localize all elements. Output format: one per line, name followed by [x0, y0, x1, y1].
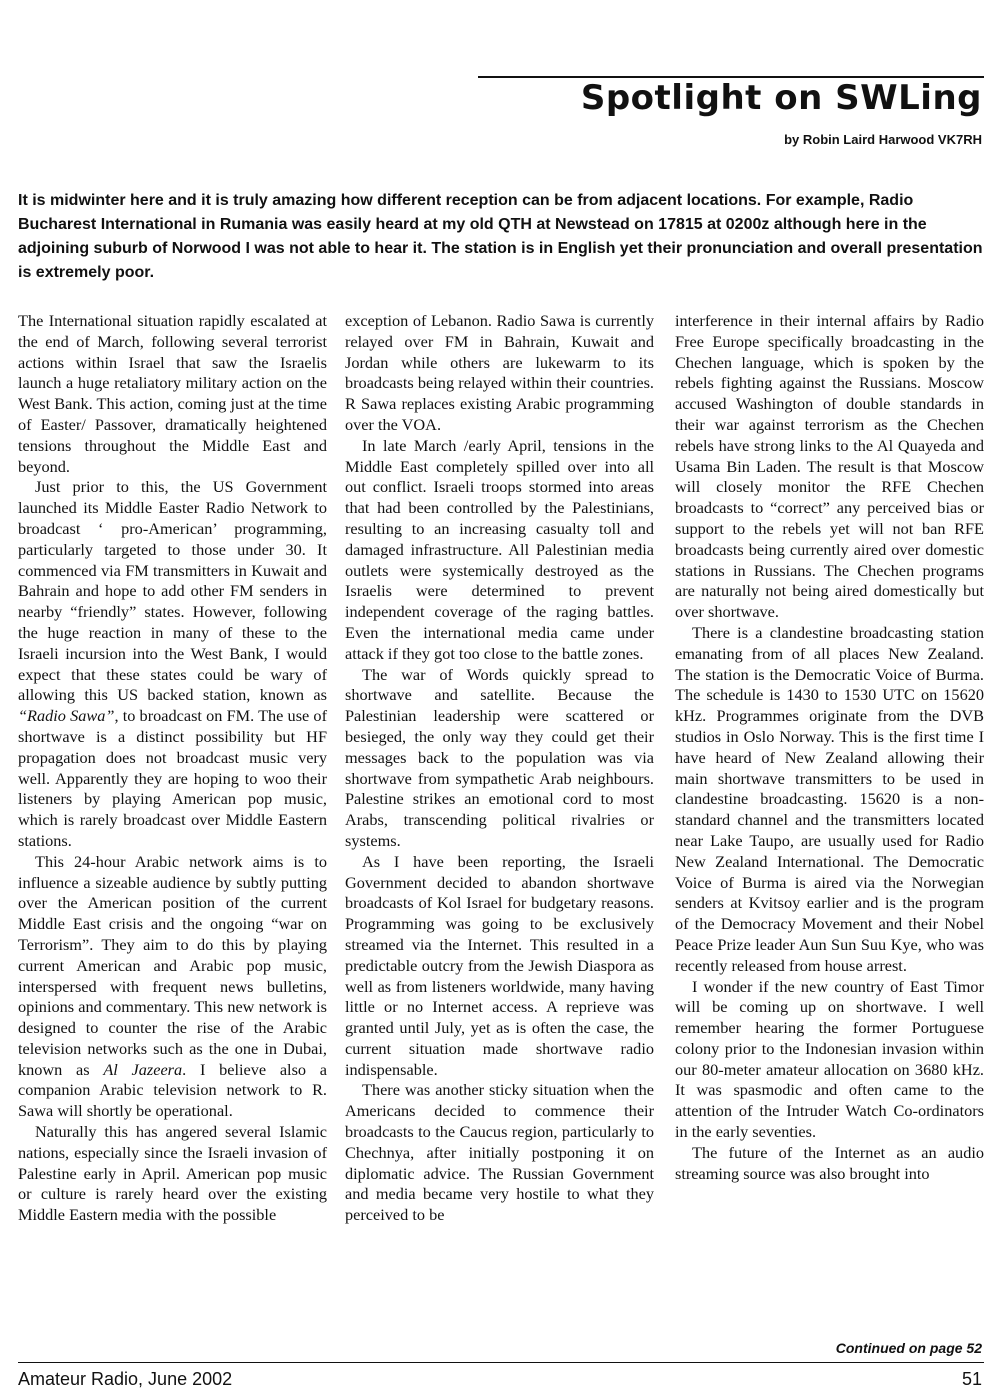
column-3: [675, 311, 984, 1184]
network-name: Al Jazeera: [103, 1059, 183, 1079]
paragraph: I wonder if the new country of East Timor will be coming up on shortwave. I well remember hearing the former Portuguese colony prior to the Indonesian invasion within our 80-meter amateur allocation on 3680 kHz. It was spasmodic and often came to the attention of the Intruder Watch Co-ordinators in the early seventies.: [675, 976, 984, 1142]
paragraph: This 24-hour Arabic network aims is to influence a sizeable audience by subtly putting over the American position of the current Middle East crisis and the ongoing “war on Terrorism”. They aim to do this by playing current American and Arabic pop music, interspersed with frequent news bulletins, opinions and commentary. This new network is designed to counter the rise of the Arabic television networks such as the one in Dubai, known as Al Jazeera. I believe also a companion Arabic television network to R. Sawa will shortly be operational.: [18, 851, 327, 1121]
footer-publication: Amateur Radio, June 2002: [18, 1369, 233, 1389]
article-intro: It is midwinter here and it is truly amazing how different reception can be from adjacent locations. For example, Radio Bucharest International in Rumania was easily heard at my old QTH at Newstead on 17815 at 0200z although here in the adjoining suburb of Norwood I was not able to hear it. The station is in English yet their pronunciation and overall presentation is extremely poor.: [18, 192, 983, 281]
paragraph: The future of the Internet as an audio streaming source was also brought into: [675, 1142, 984, 1183]
station-name: “Radio Sawa”: [18, 706, 115, 726]
paragraph: interference in their internal affairs by Radio Free Europe specifically broadcasting in the Chechen language, which is spoken by the rebels fighting against the Russians. Moscow accused Washington of double standards in their war against terrorism as the Chechen rebels have strong links to the Al Quayeda and Usama Bin Laden. The result is that Moscow will closely monitor the RFE Chechen broadcasts to “correct” any perceived bias or support to the rebels yet will not ban RFE broadcasts being currently aired over domestic stations in Russians. The Chechen programs are naturally not being aired domestically but over shortwave.: [675, 311, 984, 622]
footer-rule: [18, 1362, 984, 1363]
paragraph: There is a clandestine broadcasting station emanating from of all places New Zealand. The station is the Democratic Voice of Burma. The schedule is 1430 to 1530 UTC on 15620 kHz. Programmes originate from the DVB studios in Oslo Norway. This is the first time I have heard of New Zealand allowing their main shortwave transmitters to be used in clandestine broadcasting. 15620 is a non-standard channel and the transmitters located near Lake Taupo, are usually used for Radio New Zealand International. The Democratic Voice of Burma is aired via the Norwegian senders at Kvitsoy earlier and is the program of the Democracy Movement and their Nobel Peace Prize leader Aun Sun Suu Kye, who was recently released from house arrest.: [675, 622, 984, 975]
paragraph: exception of Lebanon. Radio Sawa is currently relayed over FM in Bahrain, Kuwait and Jordan while others are lukewarm to its broadcasts being relayed within their countries. R Sawa replaces existing Arabic programming over the VOA.: [345, 311, 654, 434]
paragraph: As I have been reporting, the Israeli Government decided to abandon shortwave broadcasts of Kol Israel for budgetary reasons. Programming was going to be exclusively streamed via the Internet. This resulted in a predictable outcry from the Jewish Diaspora as well as from listeners worldwide, many having little or no Internet access. A reprieve was granted until July, yet as is often the case, the current situation made shortwave radio indispensable.: [345, 851, 654, 1079]
column-2: [345, 311, 654, 1226]
paragraph: The war of Words quickly spread to shortwave and satellite. Because the Palestinian leadership were scattered or besieged, the only way they could get their messages back to the population was via shortwave from sympathetic Arab neighbours. Palestine strikes an emotional cord to most Arabs, transcending political rivalries or systems.: [345, 664, 654, 850]
paragraph: There was another sticky situation when the Americans decided to commence their broadcasts to the Caucus region, particularly to Chechnya, after initially postponing it on diplomatic advice. The Russian Government and media became very hostile to what they perceived to be: [345, 1080, 654, 1225]
continued-note: Continued on page 52: [835, 1340, 982, 1356]
paragraph: The International situation rapidly escalated at the end of March, following several terrorist actions within Israel that saw the Israelis launch a huge retaliatory military action on the West Bank. This action, coming just at the time of Easter/ Passover, dramatically heightened tensions throughout the Middle East and beyond.: [18, 311, 327, 476]
paragraph: Just prior to this, the US Government launched its Middle Easter Radio Network to broadcast ‘ pro-American’ programming, particularly targeted to those under 30. It commenced via FM transmitters in Kuwait and Bahrain and hope to add other FM senders in nearby “friendly” states. However, following the huge reaction in many of these to the Israeli incursion into the West Bank, I would expect that these states could be wary of allowing this US backed station, known as “Radio Sawa”, to broadcast on FM. The use of shortwave is a distinct possibility but HF propagation does not broadcast music very well. Apparently they are hoping to woo their listeners by playing American pop music, which is rarely broadcast over Middle Eastern stations.: [18, 477, 327, 850]
article-byline: by Robin Laird Harwood VK7RH: [784, 132, 982, 147]
article-title: Spotlight on SWLing: [580, 78, 982, 118]
column-1: [18, 311, 327, 1226]
paragraph: In late March /early April, tensions in the Middle East completely spilled over into all out conflict. Israeli troops stormed into areas that had been controlled by the Palestinians, resulting to an increasing casualty toll and damaged infrastructure. All Palestinian media outlets were systemically destroyed as the Israelis were determined to prevent independent coverage of the raging battles. Even the international media came under attack if they got too close to the battle zones.: [345, 435, 654, 663]
paragraph: Naturally this has angered several Islamic nations, especially since the Israeli invasion of Palestine early in April. American pop music or culture is rarely heard over the existing Middle Eastern media with the possible: [18, 1122, 327, 1225]
footer-page-number: 51: [961, 1369, 982, 1389]
